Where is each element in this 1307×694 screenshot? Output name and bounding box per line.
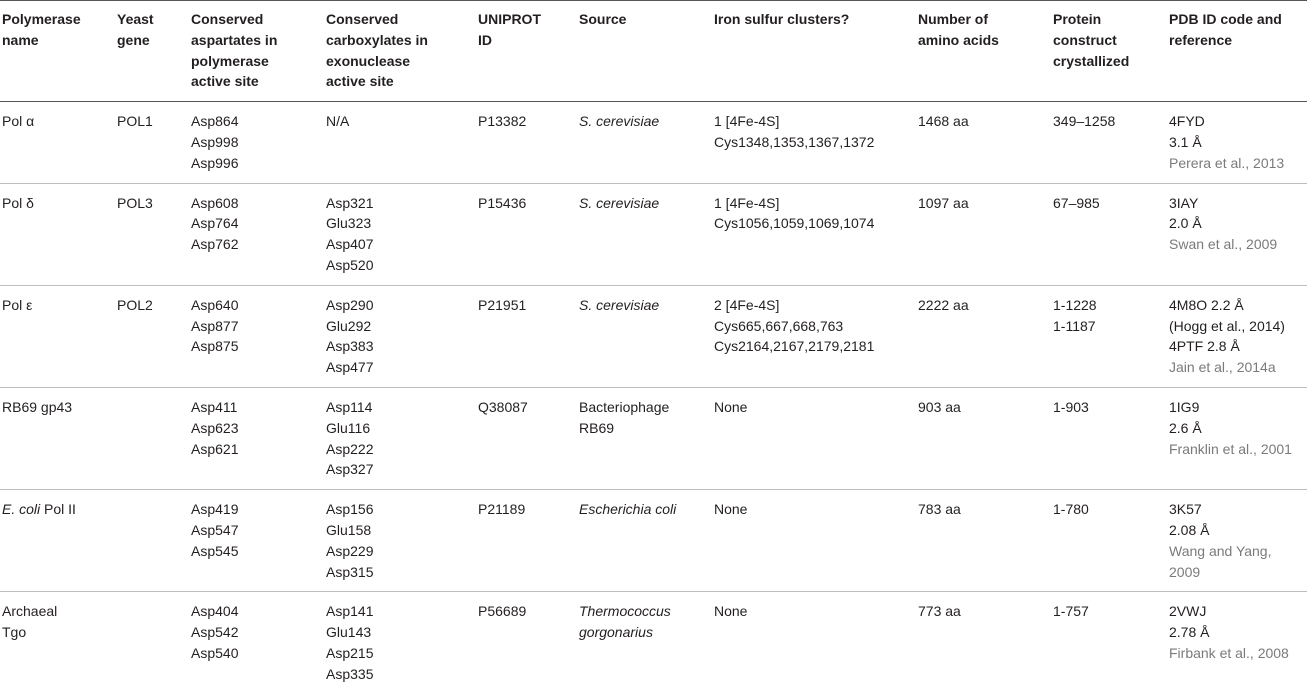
cell-line: ID <box>478 31 492 48</box>
cell-line: Asp640 <box>191 296 239 313</box>
cell-line: Glu116 <box>326 419 371 436</box>
cell-yeast-gene: POL2 <box>115 285 189 387</box>
cell-line: Iron sulfur clusters? <box>714 11 850 27</box>
cell-pdb-reference <box>1167 592 1307 694</box>
cell-line: Pol α <box>2 113 35 130</box>
cell-line: 2.08 Å <box>1169 521 1210 538</box>
cell-line: Asp383 <box>326 338 374 355</box>
cell-line: Asp335 <box>326 665 374 682</box>
cell-line: Asp156 <box>326 501 374 518</box>
cell-exonuclease-active-site <box>324 490 476 592</box>
organism-prefix: E. coli <box>2 501 41 518</box>
cell-line: Cys1056,1059,1069,1074 <box>714 215 875 232</box>
cell-line: Yeast <box>117 11 154 27</box>
table-row <box>0 285 1307 387</box>
cell-iron-sulfur-clusters <box>712 490 916 592</box>
cell-line: Pol δ <box>2 194 34 211</box>
cell-line: 4M8O 2.2 Å <box>1169 296 1244 313</box>
cell-polymerase-active-site <box>189 592 324 694</box>
cell-polymerase-name <box>0 592 115 694</box>
cell-line: 1-1187 <box>1053 317 1096 334</box>
cell-polymerase-name <box>0 387 115 489</box>
cell-line: reference <box>1169 31 1233 48</box>
cell-polymerase-name <box>0 183 115 285</box>
cell-line: Asp315 <box>326 563 374 580</box>
cell-line: carboxylates in <box>326 31 428 48</box>
table-body <box>0 102 1307 694</box>
cell-line: 2.0 Å <box>1169 215 1202 232</box>
cell-line: 2 [4Fe-4S] <box>714 296 780 313</box>
cell-line: Conserved <box>191 11 264 27</box>
cell-line: Glu143 <box>326 624 372 641</box>
cell-yeast-gene: POL3 <box>115 183 189 285</box>
cell-line: Asp547 <box>191 521 239 538</box>
cell-line: RB69 gp43 <box>2 398 73 415</box>
cell-iron-sulfur-clusters <box>712 387 916 489</box>
header-polymerase-active-site <box>189 1 324 102</box>
header-exonuclease-active-site <box>324 1 476 102</box>
cell-line: UNIPROT <box>478 11 541 27</box>
cell-source <box>577 490 712 592</box>
cell-line: Archaeal <box>2 603 58 620</box>
cell-line: active site <box>191 73 259 90</box>
cell-line: S. cerevisiae <box>579 296 660 313</box>
cell-pdb-reference <box>1167 285 1307 387</box>
cell-line: Asp321 <box>326 194 374 211</box>
cell-line: Glu292 <box>326 317 372 334</box>
cell-line: Asp545 <box>191 542 239 559</box>
header-row <box>0 1 1307 102</box>
reference-link[interactable]: Franklin et al., 2001 <box>1169 440 1292 457</box>
cell-amino-acids: 1468 aa <box>916 102 1051 183</box>
cell-iron-sulfur-clusters <box>712 592 916 694</box>
cell-uniprot-id: P21189 <box>476 490 577 592</box>
cell-line: 1IG9 <box>1169 398 1200 415</box>
cell-line: construct <box>1053 31 1117 48</box>
cell-line: Asp404 <box>191 603 239 620</box>
cell-yeast-gene: POL1 <box>115 102 189 183</box>
cell-line: Asp864 <box>191 113 239 130</box>
cell-line: gorgonarius <box>579 624 653 641</box>
table-row <box>0 592 1307 694</box>
cell-line: 67–985 <box>1053 194 1100 211</box>
cell-exonuclease-active-site <box>324 387 476 489</box>
reference-link[interactable]: Jain et al., 2014a <box>1169 359 1276 376</box>
reference-link[interactable]: Swan et al., 2009 <box>1169 236 1278 253</box>
cell-line: RB69 <box>579 419 615 436</box>
cell-exonuclease-active-site <box>324 102 476 183</box>
cell-polymerase-active-site <box>189 102 324 183</box>
cell-line: Polymerase <box>2 11 81 27</box>
table-row <box>0 183 1307 285</box>
cell-line: None <box>714 603 748 620</box>
cell-line: Asp764 <box>191 215 239 232</box>
cell-line: 4FYD <box>1169 113 1205 130</box>
cell-line: Conserved <box>326 11 399 27</box>
cell-amino-acids: 783 aa <box>916 490 1051 592</box>
cell-line: crystallized <box>1053 52 1130 69</box>
cell-line: Asp114 <box>326 398 373 415</box>
cell-line: S. cerevisiae <box>579 194 660 211</box>
cell-line: Tgo <box>2 624 27 641</box>
reference-link[interactable]: Firbank et al., 2008 <box>1169 644 1289 661</box>
header-source <box>577 1 712 102</box>
cell-polymerase-name <box>0 490 115 592</box>
header-polymerase-name <box>0 1 115 102</box>
cell-line: 3IAY <box>1169 194 1199 211</box>
cell-iron-sulfur-clusters <box>712 102 916 183</box>
header-iron-sulfur-clusters <box>712 1 916 102</box>
cell-line: Asp998 <box>191 133 239 150</box>
cell-amino-acids: 903 aa <box>916 387 1051 489</box>
cell-pdb-reference <box>1167 102 1307 183</box>
cell-pdb-reference <box>1167 387 1307 489</box>
cell-line: Asp623 <box>191 419 239 436</box>
cell-yeast-gene <box>115 387 189 489</box>
cell-line: name <box>2 31 39 48</box>
cell-line: Asp621 <box>191 440 239 457</box>
reference-link[interactable]: Perera et al., 2013 <box>1169 154 1285 171</box>
cell-line: 2VWJ <box>1169 603 1207 620</box>
cell-iron-sulfur-clusters <box>712 285 916 387</box>
cell-line: 349–1258 <box>1053 113 1116 130</box>
cell-line: exonuclease <box>326 52 411 69</box>
cell-source <box>577 592 712 694</box>
cell-amino-acids: 1097 aa <box>916 183 1051 285</box>
cell-line: Asp875 <box>191 338 239 355</box>
cell-line: 1-903 <box>1053 398 1089 415</box>
cell-polymerase-active-site <box>189 387 324 489</box>
cell-line: Asp327 <box>326 461 374 478</box>
cell-polymerase-name <box>0 285 115 387</box>
cell-polymerase-active-site <box>189 183 324 285</box>
name-rest: Pol II <box>40 501 76 518</box>
cell-line: 1-757 <box>1053 603 1089 620</box>
reference-link[interactable]: Wang and Yang, <box>1169 542 1272 559</box>
cell-line: 4PTF 2.8 Å <box>1169 338 1240 355</box>
cell-line: Glu158 <box>326 521 372 538</box>
cell-line: PDB ID code and <box>1169 11 1282 27</box>
cell-line: Cys665,667,668,763 <box>714 317 844 334</box>
cell-line: 3K57 <box>1169 501 1202 518</box>
cell-uniprot-id: P15436 <box>476 183 577 285</box>
cell-construct <box>1051 102 1167 183</box>
table-row <box>0 102 1307 183</box>
cell-line: Asp411 <box>191 398 238 415</box>
cell-yeast-gene <box>115 592 189 694</box>
cell-construct <box>1051 285 1167 387</box>
cell-polymerase-name <box>0 102 115 183</box>
cell-line: Asp407 <box>326 236 374 253</box>
cell-polymerase-active-site <box>189 285 324 387</box>
cell-yeast-gene <box>115 490 189 592</box>
cell-line: (Hogg et al., 2014) <box>1169 317 1285 334</box>
cell-pdb-reference <box>1167 490 1307 592</box>
cell-line: None <box>714 398 748 415</box>
cell-polymerase-active-site <box>189 490 324 592</box>
cell-line <box>2 499 109 520</box>
cell-line: aspartates in <box>191 31 278 48</box>
table-row <box>0 387 1307 489</box>
cell-line: 3.1 Å <box>1169 133 1202 150</box>
cell-uniprot-id: Q38087 <box>476 387 577 489</box>
cell-line: Cys2164,2167,2179,2181 <box>714 338 875 355</box>
cell-construct <box>1051 592 1167 694</box>
cell-line: Asp542 <box>191 624 239 641</box>
cell-source <box>577 387 712 489</box>
cell-source <box>577 285 712 387</box>
cell-line: Asp762 <box>191 236 239 253</box>
cell-line: Asp540 <box>191 644 239 661</box>
cell-line: amino acids <box>918 31 999 48</box>
cell-line: active site <box>326 73 394 90</box>
cell-iron-sulfur-clusters <box>712 183 916 285</box>
cell-line: Asp477 <box>326 359 374 376</box>
cell-construct <box>1051 387 1167 489</box>
cell-source <box>577 183 712 285</box>
header-yeast-gene <box>115 1 189 102</box>
cell-line: Glu323 <box>326 215 372 232</box>
header-number-of-amino-acids <box>916 1 1051 102</box>
cell-line: Asp222 <box>326 440 374 457</box>
cell-pdb-reference <box>1167 183 1307 285</box>
cell-line: N/A <box>326 113 350 130</box>
cell-line: 1 [4Fe-4S] <box>714 113 780 130</box>
cell-exonuclease-active-site <box>324 592 476 694</box>
cell-uniprot-id: P21951 <box>476 285 577 387</box>
cell-line: Asp419 <box>191 501 239 518</box>
cell-line: Asp608 <box>191 194 239 211</box>
cell-line: Asp996 <box>191 154 239 171</box>
cell-line: 1-780 <box>1053 501 1089 518</box>
cell-line: None <box>714 501 748 518</box>
cell-line: Asp215 <box>326 644 374 661</box>
table-row <box>0 490 1307 592</box>
cell-line: 2.6 Å <box>1169 419 1202 436</box>
cell-uniprot-id: P13382 <box>476 102 577 183</box>
cell-line: Asp520 <box>326 256 374 273</box>
cell-line: Bacteriophage <box>579 398 670 415</box>
header-pdb-id-reference <box>1167 1 1307 102</box>
cell-amino-acids: 2222 aa <box>916 285 1051 387</box>
cell-line: Asp229 <box>326 542 374 559</box>
cell-uniprot-id: P56689 <box>478 603 527 620</box>
header-uniprot-id <box>476 1 577 102</box>
cell-line: Thermococcus <box>579 603 671 620</box>
cell-line: Number of <box>918 11 988 27</box>
cell-line: Asp141 <box>326 603 374 620</box>
cell-exonuclease-active-site <box>324 183 476 285</box>
cell-line: 1-1228 <box>1053 296 1097 313</box>
cell-line: Pol ε <box>2 296 33 313</box>
cell-source <box>577 102 712 183</box>
reference-link[interactable]: 2009 <box>1169 563 1201 580</box>
cell-line: polymerase <box>191 52 269 69</box>
cell-line: Escherichia coli <box>579 501 677 518</box>
header-protein-construct <box>1051 1 1167 102</box>
cell-line: S. cerevisiae <box>579 113 660 130</box>
cell-line: Asp877 <box>191 317 239 334</box>
cell-line: Asp290 <box>326 296 374 313</box>
cell-line: Source <box>579 11 627 27</box>
cell-construct <box>1051 183 1167 285</box>
cell-exonuclease-active-site <box>324 285 476 387</box>
cell-line: 2.78 Å <box>1169 624 1210 641</box>
cell-line: Protein <box>1053 11 1102 27</box>
cell-construct <box>1051 490 1167 592</box>
cell-line: Cys1348,1353,1367,1372 <box>714 133 875 150</box>
cell-line: 1 [4Fe-4S] <box>714 194 780 211</box>
cell-line: gene <box>117 31 150 48</box>
cell-amino-acids: 773 aa <box>918 603 961 620</box>
